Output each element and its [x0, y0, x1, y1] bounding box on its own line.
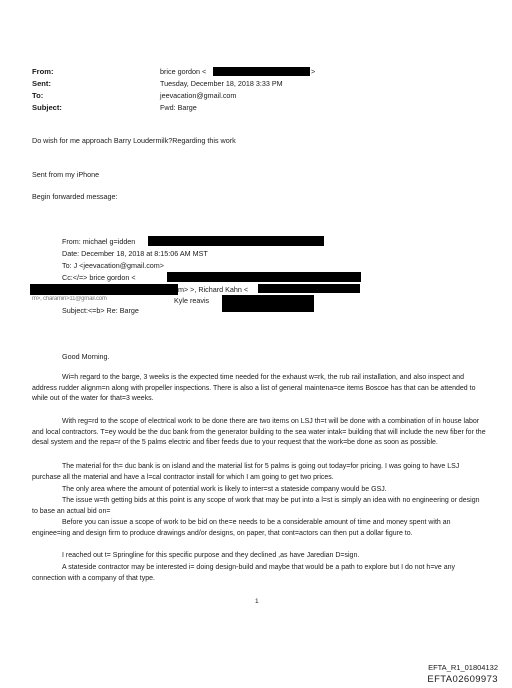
paragraph-6-text: Before you can issue a scope of work to be bid on the=e needs to be a considerable amount of time and money spent with an enginee=ing and design firm to produce drawings and/or designs, on paper, that cont=actors can then put a dollar figure to.	[32, 519, 451, 537]
fwd-cc-kyle: Kyle reavis	[174, 296, 210, 305]
redaction-cc-2	[30, 284, 178, 295]
paragraph-4-text: The only area where the amount of potential work is likely to inter=st a stateside company would be GSJ.	[62, 486, 387, 493]
signature-line: Sent from my iPhone	[32, 170, 100, 179]
paragraph-8-text: A stateside contractor may be interested i= doing design-build and maybe that would be a path to explore but I do not h=ve any connection with a company of that type.	[32, 564, 456, 582]
redaction-fwd-from	[148, 236, 324, 246]
page-number: 1	[255, 598, 259, 605]
from-value: brice gordon <	[160, 67, 207, 76]
sent-label: Sent:	[32, 79, 51, 88]
to-value: jeevacation@gmail.com	[160, 91, 237, 100]
fwd-date: Date: December 18, 2018 at 8:15:06 AM MST	[62, 249, 208, 258]
subject-value: Fwd: Barge	[160, 103, 197, 112]
fwd-subject: Subject:<=b> Re: Barge	[62, 306, 139, 315]
paragraph-1-text: Wi=h regard to the barge, 3 weeks is the expected time needed for the exhaust w=rk, the rub rail installation, and also inspect and address rudder alignm=n along with propeller inspections. There is also a list of general maintena=ce items Boscoe has that can be attended to while out of the water for that=3 weeks.	[32, 374, 476, 403]
subject-label: Subject:	[32, 103, 62, 112]
from-label: From:	[32, 67, 54, 76]
fwd-cc-smear: m>, charamin>11@gmail.com	[32, 296, 107, 302]
efta-ref-2: EFTA02609973	[427, 674, 498, 685]
redaction-from-email	[213, 67, 310, 76]
paragraph-4	[32, 485, 487, 496]
paragraph-2	[32, 417, 487, 449]
paragraph-8	[32, 563, 487, 584]
question-line: Do wish for me approach Barry Loudermilk?Regarding this work	[32, 136, 236, 145]
fwd-to: To: J <jeevacation@gmail.com>	[62, 261, 164, 270]
redaction-cc-4	[222, 295, 314, 312]
to-label: To:	[32, 91, 44, 100]
forward-intro: Begin forwarded message:	[32, 192, 118, 201]
paragraph-5	[32, 496, 487, 517]
paragraph-6	[32, 518, 487, 539]
greeting: Good Morning.	[62, 352, 110, 361]
fwd-cc-cont: m> >, Richard Kahn <	[178, 285, 249, 294]
paragraph-3-text: The material for th= duc bank is on island and the material list for 5 palms is going out today=for pricing. I was going to have LSJ purchase all the material and have a l=cal contractor install for which I am going to get two prices.	[32, 463, 460, 481]
from-value-end: >	[311, 67, 316, 76]
redaction-cc-3	[258, 284, 360, 293]
redaction-cc-1	[167, 272, 361, 282]
paragraph-7	[32, 551, 487, 562]
paragraph-7-text: I reached out t= Springline for this specific purpose and they declined ,as have Jaredian D=sign.	[62, 552, 360, 559]
sent-value: Tuesday, December 18, 2018 3:33 PM	[160, 79, 283, 88]
paragraph-5-text: The issue w=th getting bids at this point is any scope of work that may be put into a l=st is simply an idea with no engineering or design to base an actual bid on=	[32, 497, 480, 515]
paragraph-3	[32, 462, 487, 483]
paragraph-2-text: With reg=rd to the scope of electrical work to be done there are two items on LSJ th=t will be done with a combination of in house labor and local contractors. T=ey would be the duc bank from the generator building to the sea water intak= building that will include the new fiber for the desal system and the repa=r of the 5 palms electric and fiber feeds due to your request that the work=be done as soon as possible.	[32, 418, 486, 447]
fwd-cc: Cc:</=> brice gordon <	[62, 273, 136, 282]
paragraph-1	[32, 373, 487, 405]
fwd-from: From: michael g=idden	[62, 237, 136, 246]
efta-ref-1: EFTA_R1_01804132	[428, 663, 498, 672]
